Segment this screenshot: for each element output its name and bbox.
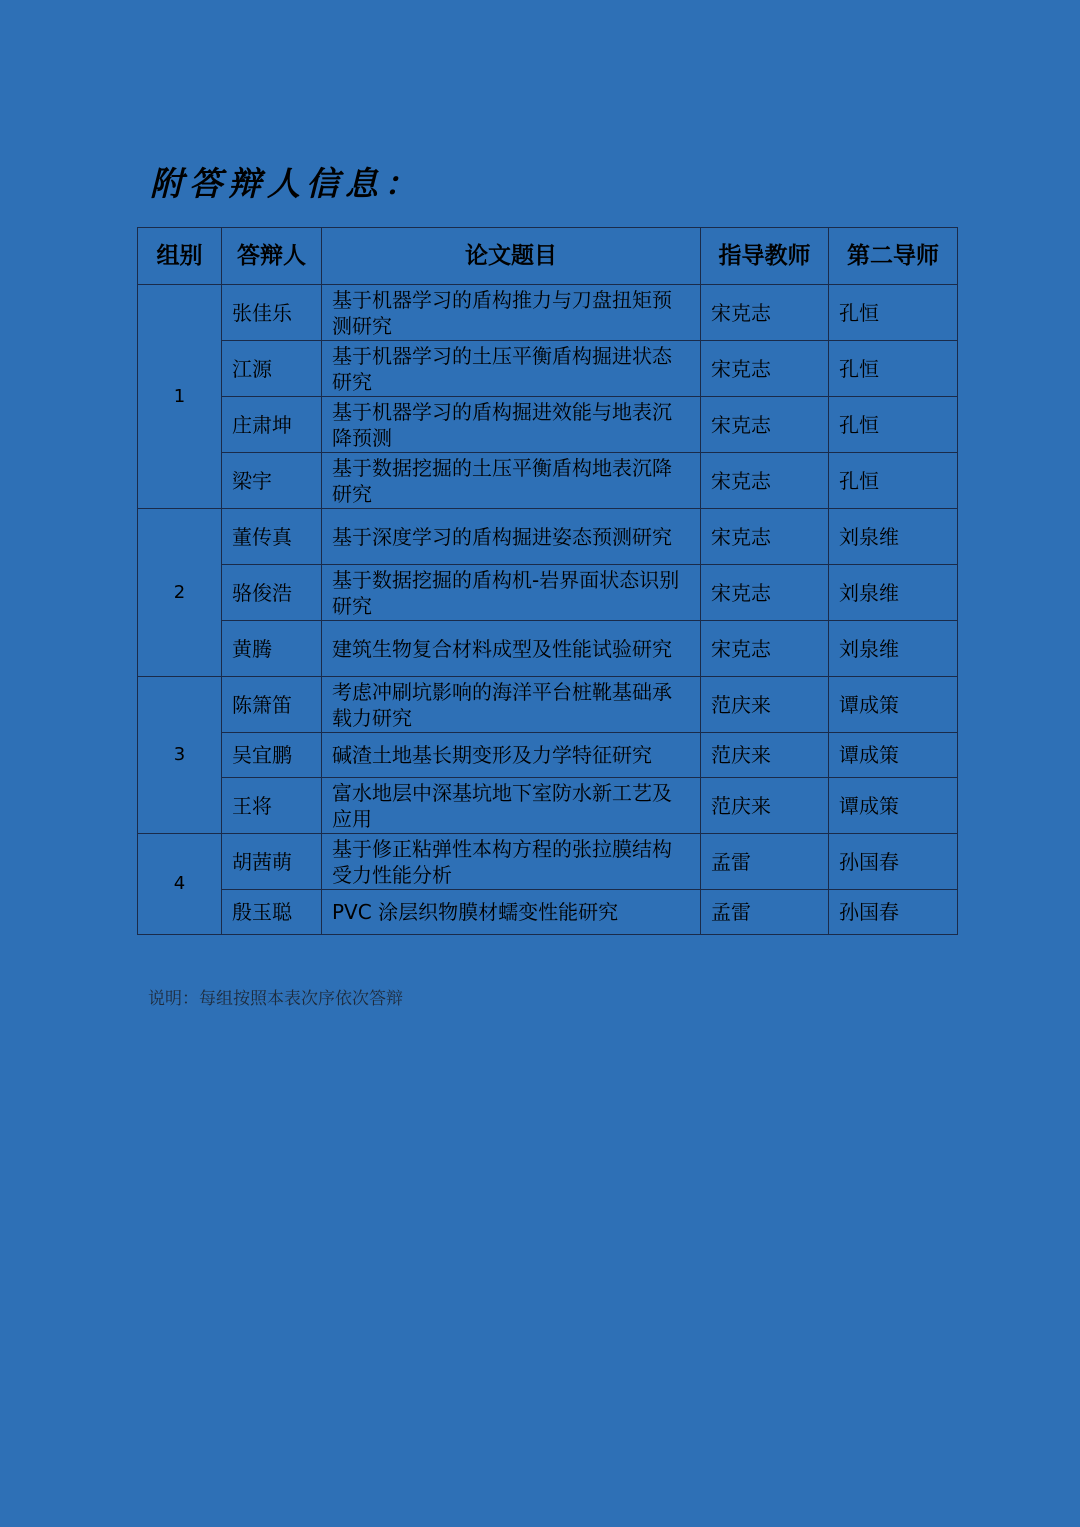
table-header-row bbox=[138, 228, 958, 285]
second-advisor-cell: 孔恒 bbox=[829, 453, 958, 509]
advisor-cell: 范庆来 bbox=[701, 778, 829, 834]
column-header-title: 论文题目 bbox=[322, 228, 701, 285]
second-advisor-cell: 孔恒 bbox=[829, 397, 958, 453]
thesis-title-cell: 碱渣土地基长期变形及力学特征研究 bbox=[322, 733, 701, 778]
defender-name-cell: 王将 bbox=[222, 778, 322, 834]
defender-name-cell: 董传真 bbox=[222, 509, 322, 565]
defender-name-cell: 吴宜鹏 bbox=[222, 733, 322, 778]
defender-name-cell: 张佳乐 bbox=[222, 285, 322, 341]
table-row bbox=[138, 890, 958, 935]
page-title: 附答辩人信息： bbox=[150, 164, 423, 203]
second-advisor-cell: 刘泉维 bbox=[829, 565, 958, 621]
advisor-cell: 孟雷 bbox=[701, 834, 829, 890]
advisor-cell: 范庆来 bbox=[701, 677, 829, 733]
thesis-title-cell: 考虑冲刷坑影响的海洋平台桩靴基础承载力研究 bbox=[322, 677, 701, 733]
thesis-title-cell: PVC 涂层织物膜材蠕变性能研究 bbox=[322, 890, 701, 935]
column-header-group: 组别 bbox=[138, 228, 222, 285]
defender-name-cell: 陈箫笛 bbox=[222, 677, 322, 733]
thesis-title-cell: 基于机器学习的盾构推力与刀盘扭矩预测研究 bbox=[322, 285, 701, 341]
table-row bbox=[138, 778, 958, 834]
defender-name-cell: 殷玉聪 bbox=[222, 890, 322, 935]
table-body bbox=[138, 285, 958, 935]
table-row bbox=[138, 341, 958, 397]
thesis-title-cell: 基于深度学习的盾构掘进姿态预测研究 bbox=[322, 509, 701, 565]
advisor-cell: 范庆来 bbox=[701, 733, 829, 778]
second-advisor-cell: 谭成策 bbox=[829, 677, 958, 733]
defender-name-cell: 黄腾 bbox=[222, 621, 322, 677]
thesis-title-cell: 基于数据挖掘的盾构机-岩界面状态识别研究 bbox=[322, 565, 701, 621]
second-advisor-cell: 谭成策 bbox=[829, 778, 958, 834]
second-advisor-cell: 谭成策 bbox=[829, 733, 958, 778]
group-number-cell: 2 bbox=[138, 509, 222, 677]
second-advisor-cell: 孙国春 bbox=[829, 890, 958, 935]
defender-name-cell: 江源 bbox=[222, 341, 322, 397]
table-row bbox=[138, 565, 958, 621]
table-row bbox=[138, 509, 958, 565]
group-number-cell: 1 bbox=[138, 285, 222, 509]
thesis-title-cell: 基于机器学习的土压平衡盾构掘进状态研究 bbox=[322, 341, 701, 397]
second-advisor-cell: 孙国春 bbox=[829, 834, 958, 890]
defender-name-cell: 骆俊浩 bbox=[222, 565, 322, 621]
advisor-cell: 宋克志 bbox=[701, 565, 829, 621]
defender-name-cell: 胡茜萌 bbox=[222, 834, 322, 890]
advisor-cell: 孟雷 bbox=[701, 890, 829, 935]
table-row bbox=[138, 677, 958, 733]
advisor-cell: 宋克志 bbox=[701, 509, 829, 565]
advisor-cell: 宋克志 bbox=[701, 621, 829, 677]
defender-name-cell: 庄肃坤 bbox=[222, 397, 322, 453]
group-number-cell: 4 bbox=[138, 834, 222, 935]
advisor-cell: 宋克志 bbox=[701, 285, 829, 341]
table-row bbox=[138, 621, 958, 677]
table-row bbox=[138, 733, 958, 778]
second-advisor-cell: 刘泉维 bbox=[829, 621, 958, 677]
thesis-title-cell: 基于修正粘弹性本构方程的张拉膜结构受力性能分析 bbox=[322, 834, 701, 890]
thesis-title-cell: 建筑生物复合材料成型及性能试验研究 bbox=[322, 621, 701, 677]
column-header-defender: 答辩人 bbox=[222, 228, 322, 285]
advisor-cell: 宋克志 bbox=[701, 341, 829, 397]
column-header-advisor: 指导教师 bbox=[701, 228, 829, 285]
thesis-title-cell: 富水地层中深基坑地下室防水新工艺及应用 bbox=[322, 778, 701, 834]
defender-name-cell: 梁宇 bbox=[222, 453, 322, 509]
table-row bbox=[138, 285, 958, 341]
column-header-second-advisor: 第二导师 bbox=[829, 228, 958, 285]
advisor-cell: 宋克志 bbox=[701, 453, 829, 509]
second-advisor-cell: 刘泉维 bbox=[829, 509, 958, 565]
thesis-title-cell: 基于数据挖掘的土压平衡盾构地表沉降研究 bbox=[322, 453, 701, 509]
table-row bbox=[138, 453, 958, 509]
second-advisor-cell: 孔恒 bbox=[829, 285, 958, 341]
table-row bbox=[138, 397, 958, 453]
defense-schedule-table bbox=[137, 227, 958, 935]
group-number-cell: 3 bbox=[138, 677, 222, 834]
advisor-cell: 宋克志 bbox=[701, 397, 829, 453]
note-text: 说明：每组按照本表次序依次答辩 bbox=[148, 989, 403, 1009]
thesis-title-cell: 基于机器学习的盾构掘进效能与地表沉降预测 bbox=[322, 397, 701, 453]
table-row bbox=[138, 834, 958, 890]
second-advisor-cell: 孔恒 bbox=[829, 341, 958, 397]
